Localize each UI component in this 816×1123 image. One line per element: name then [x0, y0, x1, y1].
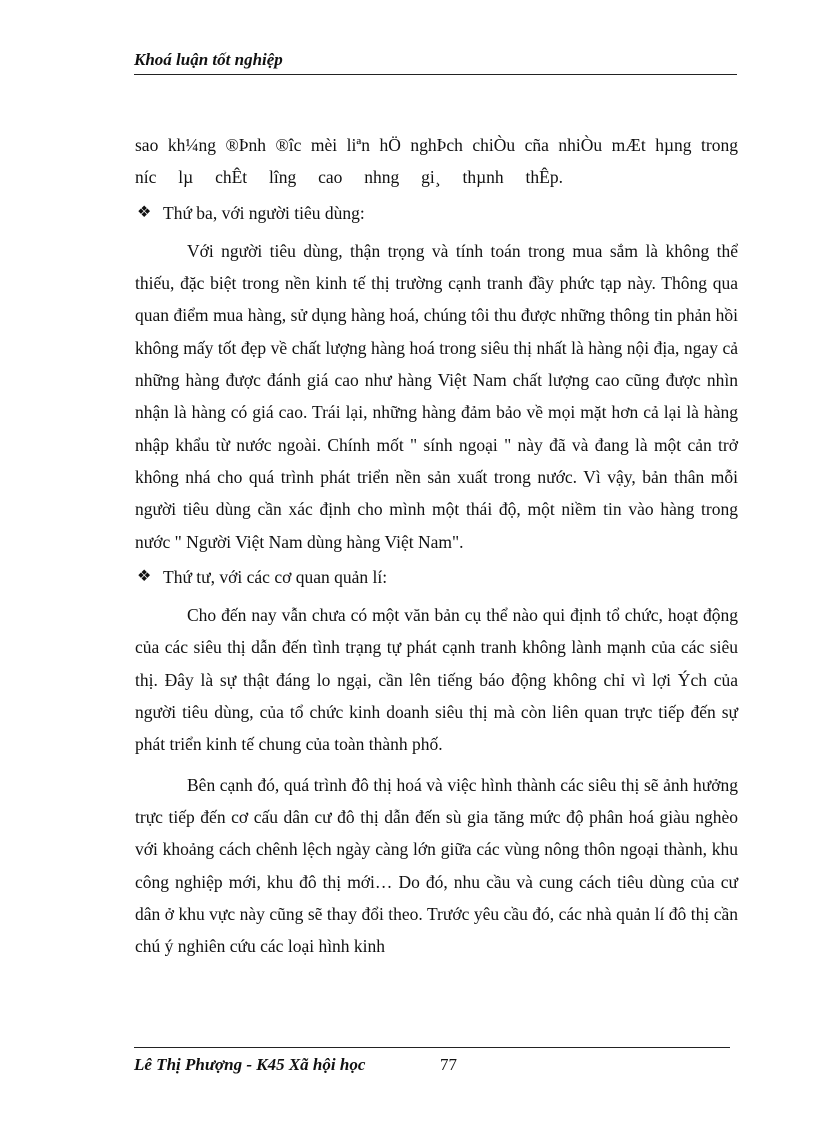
heading-fourth: [135, 561, 738, 593]
para1-line1: sao kh¼ng ®Þnh ®îc mèi liªn hÖ nghÞch chiÒu cña nhiÒu mÆt hµng trong: [135, 135, 738, 155]
thesis-title: Khoá luận tốt nghiệp: [134, 50, 283, 69]
body-text: [135, 129, 738, 962]
heading-third: [135, 197, 738, 229]
page-footer: [134, 1047, 730, 1074]
paragraph-consumers: Với người tiêu dùng, thận trọng và tính toán trong mua sắm là không thể thiếu, đặc biệt trong nền kinh tế thị trường cạnh tranh đầy phức tạp này. Thông qua quan điểm mua hàng, sử dụng hàng hoá, chúng tôi thu được những thông tin phản hồi không mấy tốt đẹp về chất lượng hàng hoá trong siêu thị nhất là hàng nội địa, ngay cả những hàng được đánh giá cao như hàng Việt Nam chất lượng cao cũng được nhìn nhận là hàng có giá cao. Trái lại, những hàng đảm bảo về mọi mặt hơn cả lại là hàng nhập khẩu từ nước ngoài. Chính mốt " sính ngoại " này đã và đang là một cản trở không nhá cho quá trình phát triển nền sản xuất trong nước. Vì vậy, bản thân mỗi người tiêu dùng cần xác định cho mình một thái độ, một niềm tin vào hàng trong nước " Người Việt Nam dùng hàng Việt Nam".: [135, 240, 738, 552]
page-number: 77: [440, 1055, 457, 1074]
footer-author: Lê Thị Phượng - K45 Xã hội học: [134, 1055, 366, 1074]
paragraph-authorities: Cho đến nay vẫn chưa có một văn bản cụ thể nào qui định tổ chức, hoạt động của các siêu thị dẫn đến tình trạng tự phát cạnh tranh không lành mạnh của các siêu thị. Đây là sự thật đáng lo ngại, cần lên tiếng báo động không chỉ vì lợi Ých của người tiêu dùng, của tổ chức kinh doanh siêu thị mà còn liên quan trực tiếp đến sự phát triển kinh tế chung của toàn thành phố.: [135, 605, 738, 755]
page-header: [134, 48, 737, 75]
heading-fourth-text: Thứ tư, với các cơ quan quản lí:: [163, 566, 388, 587]
paragraph-urbanization: Bên cạnh đó, quá trình đô thị hoá và việc hình thành các siêu thị sẽ ảnh hưởng trực tiếp đến cơ cấu dân cư đô thị dẫn đến sù gia tăng mức độ phân hoá giàu nghèo với khoảng cách chênh lệch ngày càng lớn giữa các vùng nông thôn ngoại thành, khu công nghiệp mới, khu đô thị mới… Do đó, nhu cầu và cung cách tiêu dùng của cư dân ở khu vực này cũng sẽ thay đổi theo. Trước yêu cầu đó, các nhà quản lí đô thị cần chú ý nghiên cứu các loại hình kinh: [135, 774, 738, 957]
heading-third-text: Thứ ba, với người tiêu dùng:: [163, 202, 365, 223]
para1-line2: níc lµ chÊt lîng cao nhng gi¸ thµnh thÊp.: [135, 167, 563, 188]
bullet-diamond-icon: ❖: [137, 203, 152, 221]
bullet-diamond-icon: ❖: [137, 567, 152, 585]
